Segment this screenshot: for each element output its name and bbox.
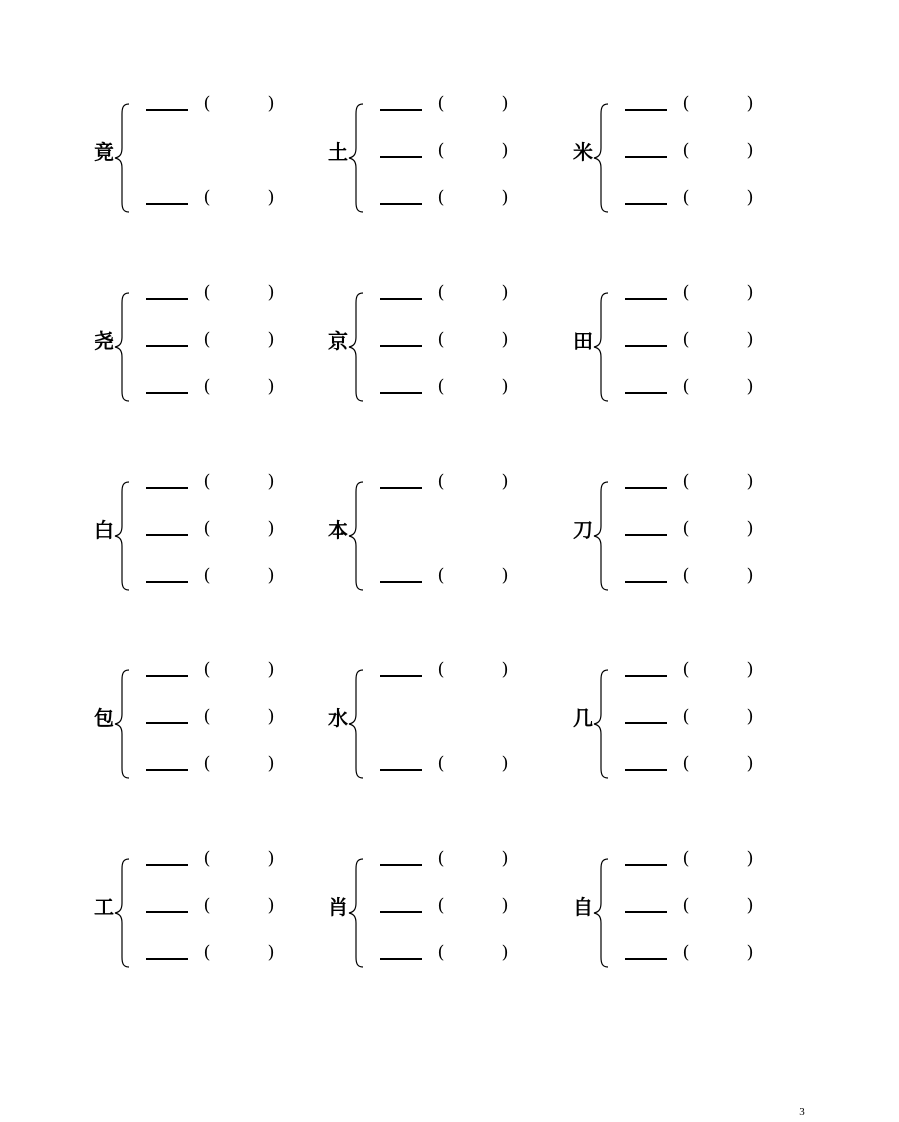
close-paren: ): [267, 329, 275, 350]
curly-brace: [348, 102, 372, 214]
answer-slot: [146, 566, 336, 590]
open-paren: (: [203, 895, 211, 916]
answer-slot: [146, 519, 336, 543]
close-paren: ): [746, 706, 754, 727]
word-blank[interactable]: [625, 392, 667, 394]
open-paren: (: [682, 187, 690, 208]
answer-slot: [625, 566, 815, 590]
curly-brace: [593, 102, 617, 214]
open-paren: (: [437, 942, 445, 963]
answer-slot: [380, 377, 570, 401]
word-blank[interactable]: [625, 156, 667, 158]
close-paren: ): [746, 329, 754, 350]
answer-slot: [146, 188, 336, 212]
answer-slot: [625, 283, 815, 307]
word-blank[interactable]: [380, 581, 422, 583]
word-blank[interactable]: [146, 109, 188, 111]
word-blank[interactable]: [146, 203, 188, 205]
answer-slot: [146, 94, 336, 118]
word-blank[interactable]: [146, 864, 188, 866]
close-paren: ): [746, 942, 754, 963]
answer-slot: [380, 283, 570, 307]
curly-brace: [593, 668, 617, 780]
character-group: [571, 94, 811, 214]
word-blank[interactable]: [380, 487, 422, 489]
open-paren: (: [682, 376, 690, 397]
close-paren: ): [746, 140, 754, 161]
character-label: 自: [573, 895, 593, 919]
curly-brace: [114, 102, 138, 214]
word-blank[interactable]: [380, 203, 422, 205]
page-number: 3: [799, 1106, 805, 1118]
answer-slot: [380, 94, 570, 118]
word-blank[interactable]: [146, 722, 188, 724]
word-blank[interactable]: [625, 675, 667, 677]
answer-slot: [380, 660, 570, 684]
answer-slot: [625, 896, 815, 920]
answer-slot: [625, 519, 815, 543]
open-paren: (: [203, 659, 211, 680]
open-paren: (: [682, 565, 690, 586]
answer-slot: [625, 141, 815, 165]
word-blank[interactable]: [625, 487, 667, 489]
curly-brace: [348, 668, 372, 780]
open-paren: (: [437, 895, 445, 916]
word-blank[interactable]: [380, 911, 422, 913]
open-paren: (: [203, 471, 211, 492]
close-paren: ): [267, 471, 275, 492]
answer-slot: [380, 188, 570, 212]
answer-slot: [380, 943, 570, 967]
word-blank[interactable]: [625, 958, 667, 960]
character-label: 刀: [573, 518, 593, 542]
open-paren: (: [682, 706, 690, 727]
open-paren: (: [437, 187, 445, 208]
word-blank[interactable]: [146, 534, 188, 536]
close-paren: ): [501, 942, 509, 963]
word-blank[interactable]: [625, 581, 667, 583]
character-group: [326, 94, 566, 214]
curly-brace: [348, 291, 372, 403]
word-blank[interactable]: [146, 487, 188, 489]
close-paren: ): [746, 659, 754, 680]
close-paren: ): [501, 140, 509, 161]
word-blank[interactable]: [380, 298, 422, 300]
close-paren: ): [267, 706, 275, 727]
character-group: [571, 849, 811, 969]
character-label: 土: [328, 140, 348, 164]
answer-slot: [146, 377, 336, 401]
answer-slot: [146, 849, 336, 873]
open-paren: (: [682, 942, 690, 963]
open-paren: (: [437, 376, 445, 397]
word-blank[interactable]: [625, 864, 667, 866]
close-paren: ): [501, 895, 509, 916]
character-group: [326, 472, 566, 592]
curly-brace: [593, 480, 617, 592]
character-label: 尧: [94, 329, 114, 353]
answer-slot: [625, 188, 815, 212]
character-label: 田: [573, 329, 593, 353]
open-paren: (: [437, 471, 445, 492]
open-paren: (: [203, 565, 211, 586]
open-paren: (: [682, 848, 690, 869]
character-group: [571, 660, 811, 780]
curly-brace: [348, 480, 372, 592]
open-paren: (: [437, 93, 445, 114]
close-paren: ): [267, 753, 275, 774]
close-paren: ): [746, 518, 754, 539]
curly-brace: [593, 291, 617, 403]
open-paren: (: [437, 140, 445, 161]
character-group: [92, 660, 332, 780]
character-label: 工: [94, 895, 114, 919]
close-paren: ): [501, 565, 509, 586]
open-paren: (: [203, 706, 211, 727]
answer-slot: [146, 660, 336, 684]
character-label: 竟: [94, 140, 114, 164]
open-paren: (: [437, 282, 445, 303]
character-group: [92, 94, 332, 214]
word-blank[interactable]: [146, 392, 188, 394]
character-group: [326, 660, 566, 780]
open-paren: (: [682, 329, 690, 350]
character-label: 白: [94, 518, 114, 542]
close-paren: ): [746, 282, 754, 303]
answer-slot: [146, 943, 336, 967]
curly-brace: [348, 857, 372, 969]
character-group: [571, 283, 811, 403]
answer-slot: [625, 754, 815, 778]
character-label: 京: [328, 329, 348, 353]
character-label: 肖: [328, 895, 348, 919]
answer-slot: [625, 377, 815, 401]
word-blank[interactable]: [146, 769, 188, 771]
close-paren: ): [501, 471, 509, 492]
close-paren: ): [267, 93, 275, 114]
answer-slot: [380, 472, 570, 496]
close-paren: ): [746, 895, 754, 916]
answer-slot: [380, 754, 570, 778]
character-label: 米: [573, 140, 593, 164]
answer-slot: [625, 707, 815, 731]
word-blank[interactable]: [146, 958, 188, 960]
curly-brace: [114, 857, 138, 969]
open-paren: (: [682, 93, 690, 114]
open-paren: (: [203, 518, 211, 539]
open-paren: (: [437, 565, 445, 586]
close-paren: ): [267, 942, 275, 963]
word-blank[interactable]: [625, 534, 667, 536]
word-blank[interactable]: [380, 675, 422, 677]
close-paren: ): [501, 282, 509, 303]
character-group: [92, 283, 332, 403]
word-blank[interactable]: [380, 769, 422, 771]
character-label: 水: [328, 706, 348, 730]
close-paren: ): [501, 848, 509, 869]
curly-brace: [114, 291, 138, 403]
open-paren: (: [203, 187, 211, 208]
open-paren: (: [682, 895, 690, 916]
open-paren: (: [682, 659, 690, 680]
answer-slot: [625, 330, 815, 354]
word-blank[interactable]: [380, 109, 422, 111]
answer-slot: [380, 141, 570, 165]
word-blank[interactable]: [146, 298, 188, 300]
open-paren: (: [437, 329, 445, 350]
answer-slot: [146, 896, 336, 920]
open-paren: (: [203, 848, 211, 869]
word-blank[interactable]: [380, 345, 422, 347]
curly-brace: [114, 668, 138, 780]
open-paren: (: [203, 753, 211, 774]
open-paren: (: [203, 376, 211, 397]
open-paren: (: [682, 753, 690, 774]
open-paren: (: [682, 140, 690, 161]
answer-slot: [380, 896, 570, 920]
open-paren: (: [682, 471, 690, 492]
close-paren: ): [746, 848, 754, 869]
answer-slot: [146, 472, 336, 496]
close-paren: ): [267, 282, 275, 303]
close-paren: ): [746, 376, 754, 397]
open-paren: (: [437, 848, 445, 869]
answer-slot: [380, 566, 570, 590]
answer-slot: [146, 707, 336, 731]
character-group: [326, 283, 566, 403]
open-paren: (: [682, 282, 690, 303]
word-blank[interactable]: [380, 156, 422, 158]
open-paren: (: [203, 329, 211, 350]
answer-slot: [625, 849, 815, 873]
open-paren: (: [203, 942, 211, 963]
character-label: 本: [328, 518, 348, 542]
character-label: 几: [573, 706, 593, 730]
word-blank[interactable]: [146, 675, 188, 677]
answer-slot: [625, 94, 815, 118]
word-blank[interactable]: [146, 581, 188, 583]
close-paren: ): [267, 659, 275, 680]
close-paren: ): [267, 848, 275, 869]
word-blank[interactable]: [625, 769, 667, 771]
close-paren: ): [501, 376, 509, 397]
word-blank[interactable]: [380, 864, 422, 866]
word-blank[interactable]: [625, 109, 667, 111]
answer-slot: [625, 472, 815, 496]
character-group: [326, 849, 566, 969]
open-paren: (: [203, 282, 211, 303]
curly-brace: [593, 857, 617, 969]
close-paren: ): [267, 565, 275, 586]
character-group: [92, 849, 332, 969]
answer-slot: [146, 330, 336, 354]
close-paren: ): [267, 518, 275, 539]
close-paren: ): [746, 93, 754, 114]
word-blank[interactable]: [380, 392, 422, 394]
close-paren: ): [501, 659, 509, 680]
character-group: [92, 472, 332, 592]
open-paren: (: [437, 753, 445, 774]
answer-slot: [146, 754, 336, 778]
close-paren: ): [746, 753, 754, 774]
word-blank[interactable]: [380, 958, 422, 960]
close-paren: ): [746, 565, 754, 586]
word-blank[interactable]: [146, 345, 188, 347]
open-paren: (: [682, 518, 690, 539]
close-paren: ): [501, 753, 509, 774]
curly-brace: [114, 480, 138, 592]
close-paren: ): [501, 329, 509, 350]
open-paren: (: [437, 659, 445, 680]
answer-slot: [146, 283, 336, 307]
close-paren: ): [267, 376, 275, 397]
word-blank[interactable]: [625, 203, 667, 205]
close-paren: ): [746, 471, 754, 492]
open-paren: (: [203, 93, 211, 114]
word-blank[interactable]: [625, 298, 667, 300]
close-paren: ): [746, 187, 754, 208]
word-blank[interactable]: [146, 911, 188, 913]
character-group: [571, 472, 811, 592]
close-paren: ): [267, 187, 275, 208]
answer-slot: [625, 943, 815, 967]
word-blank[interactable]: [625, 722, 667, 724]
close-paren: ): [501, 187, 509, 208]
word-blank[interactable]: [625, 345, 667, 347]
close-paren: ): [267, 895, 275, 916]
word-blank[interactable]: [625, 911, 667, 913]
answer-slot: [380, 330, 570, 354]
answer-slot: [625, 660, 815, 684]
answer-slot: [380, 849, 570, 873]
character-label: 包: [94, 706, 114, 730]
close-paren: ): [501, 93, 509, 114]
